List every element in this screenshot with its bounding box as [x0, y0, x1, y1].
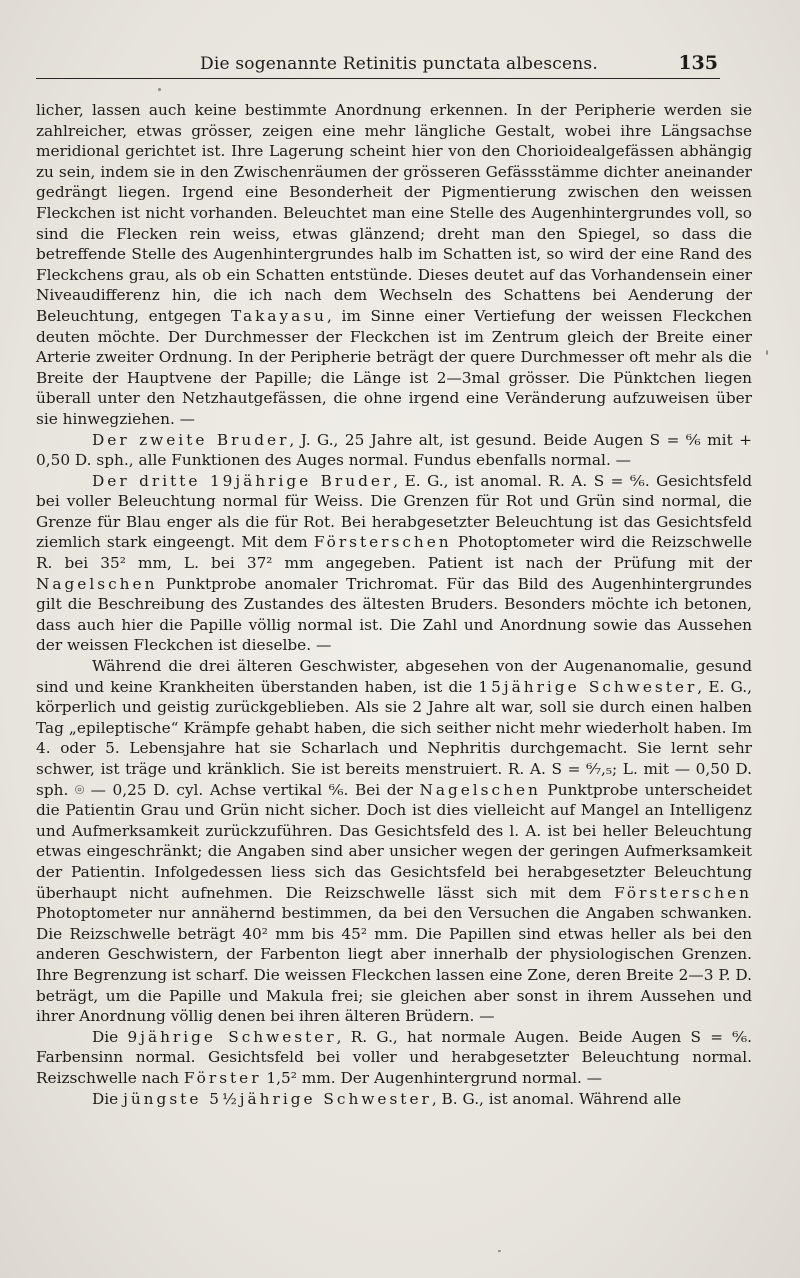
spaced-name: Der dritte 19jährige Bruder	[92, 471, 394, 490]
text-run: , E. G., ist anomal. R. A. S =	[393, 471, 630, 490]
body-text	[36, 100, 752, 1109]
spaced-name: Takayasu	[230, 306, 327, 325]
text-run: ; L. mit — 0,50 D. sph. ⌾ — 0,25 D. cyl. Achse vertikal	[36, 760, 752, 799]
text-run: , im Sinne einer Vertiefung der weissen Fleckchen deuten möchte. Der Durchmesser der Fleckchen ist im Zentrum gleich der Breite einer Arterie zweiter Ordnung. In der Peripherie beträgt der quere Durchmesser oft mehr als die Breite der Hauptvene der Papille; die Länge ist 2—3mal grösser. Die Pünktchen liegen überall unter den Netzhautgefässen, die ohne irgend eine Veränderung aufzuweisen über sie hinwegziehen. —	[36, 306, 752, 428]
paper-speck	[766, 350, 768, 355]
paragraph	[36, 656, 752, 1027]
text-run: Während die drei älteren Geschwister, abgesehen von der Augenanomalie, gesund sind und keine Krankheiten überstanden haben, ist die	[36, 657, 752, 696]
text-run: Punktprobe unterscheidet die Patientin Grau und Grün nicht sicher. Doch ist dies vielleicht auf Mangel an Intelligenz und Aufmerksamkeit zurückzuführen. Das Gesichtsfeld des l. A. ist bei heller Beleuchtung etwas eingeschränkt; die Angaben sind aber unsicher wegen der geringen Aufmerksamkeit der Patientin. Infolgedessen liess sich das Gesichtsfeld bei herabgesetzter Beleuchtung überhaupt nicht aufnehmen. Die Reizschwelle lässt sich mit dem	[36, 780, 752, 902]
text-run: licher, lassen auch keine bestimmte Anordnung erkennen. In der Peripherie werden sie zahlreicher, etwas grösser, zeigen eine mehr längliche Gestalt, wobei ihre Längsachse meridional gerichtet ist. Ihre Lagerung scheint hier von den Chorioidealgefässen abhängig zu sein, indem sie in den Zwischenräumen der grösseren Gefässstämme dichter aneinander gedrängt liegen. Irgend eine Besonderheit der Pigmentierung zwischen den weissen Fleckchen ist nicht vorhanden. Beleuchtet man eine Stelle des Augenhintergrundes voll, so sind die Flecken rein weiss, etwas glänzend; dreht man den Spiegel, so dass die betreffende Stelle des Augenhintergrundes halb im Schatten ist, so wird der eine Rand des Fleckchens grau, als ob ein Schatten entstünde. Dieses deutet auf das Vorhandensein einer Niveaudifferenz hin, die ich nach dem Wechseln des Schattens bei Aenderung der Beleuchtung, entgegen	[36, 101, 752, 325]
text-run: mit + 0,50 D. sph., alle Funktionen des Auges normal. Fundus ebenfalls normal. —	[36, 430, 752, 470]
fraction: ⁶⁄₆	[328, 780, 344, 799]
spaced-name: Nagelschen	[419, 780, 541, 799]
text-run: . Farbensinn normal. Gesichtsfeld bei voller und herabgesetzter Beleuchtung normal. Reizschwelle nach	[36, 1027, 752, 1087]
running-title: Die sogenannte Retinitis punctata albescens.	[200, 54, 598, 74]
paragraph	[36, 100, 752, 430]
spaced-name: 9jährige Schwester	[127, 1027, 337, 1046]
text-run: Photoptometer wird die Reizschwelle R. bei 35² mm, L. bei 37² mm angegeben. Patient ist nach der Prüfung mit der	[36, 533, 753, 573]
text-run: 1,5² mm. Der Augenhintergrund normal. —	[261, 1068, 603, 1087]
spaced-name: Försterschen	[313, 533, 452, 552]
spaced-name: Der zweite Bruder	[92, 430, 290, 449]
fraction: ⁶⁄₆	[732, 1027, 748, 1046]
paragraph	[36, 430, 752, 471]
paragraph	[36, 471, 752, 656]
running-head	[36, 50, 720, 79]
fraction: ⁶⁄₇,₅	[586, 760, 612, 778]
paragraph	[36, 1089, 752, 1110]
fraction: ⁶⁄₆	[629, 471, 645, 490]
paper-speck	[158, 88, 161, 91]
text-run: Photoptometer nur annähernd bestimmen, da bei den Versuchen die Angaben schwanken. Die Reizschwelle beträgt 40² mm bis 45² mm. Die Papillen sind etwas heller als bei den anderen Geschwistern, der Farbenton liegt aber innerhalb der physiologischen Grenzen. Ihre Begrenzung ist scharf. Die weissen Fleckchen lassen eine Zone, deren Breite 2—3 P. D. beträgt, um die Papille und Makula frei; sie gleichen aber sonst in ihrem Aussehen und ihrer Anordnung völlig denen bei ihren älteren Brüdern. —	[36, 904, 752, 1026]
text-run: Die	[92, 1089, 124, 1108]
text-run: , J. G., 25 Jahre alt, ist gesund. Beide Augen S =	[289, 430, 686, 449]
text-run: . Bei der	[343, 780, 420, 799]
text-run: , E. G., körperlich und geistig zurückgeblieben. Als sie 2 Jahre alt war, soll sie durch einen halben Tag „epileptische“ Krämpfe gehabt haben, die sich seither nicht mehr wiederholt haben. Im 4. oder 5. Lebensjahre hat sie Scharlach und Nephritis durchgemacht. Sie lernt sehr schwer, ist träge und kränklich. Sie ist bereits menstruiert. R. A. S =	[36, 677, 753, 778]
spaced-name: 15jährige Schwester	[478, 677, 698, 696]
spaced-name: Förster	[183, 1068, 262, 1087]
spaced-name: Nagelschen	[36, 574, 158, 593]
text-run: , B. G., ist anomal. Während alle	[431, 1089, 682, 1108]
spaced-name: jüngste 5½jährige Schwester	[123, 1089, 432, 1108]
paragraph	[36, 1027, 752, 1089]
text-run: Punktprobe anomaler Trichromat. Für das Bild des Augenhintergrundes gilt die Beschreibung des Zustandes des ältesten Bruders. Besonders möchte ich betonen, dass auch hier die Papille völlig normal ist. Die Zahl und Anordnung sowie das Aussehen der weissen Fleckchen ist dieselbe. —	[36, 574, 752, 655]
page-number: 135	[678, 52, 718, 74]
paper-speck	[498, 1250, 501, 1252]
text-run: , R. G., hat normale Augen. Beide Augen S =	[336, 1027, 733, 1046]
text-run: Die	[92, 1027, 128, 1046]
spaced-name: Försterschen	[614, 883, 752, 902]
text-run: . Gesichtsfeld bei voller Beleuchtung normal für Weiss. Die Grenzen für Rot und Grün sind normal, die Grenze für Blau enger als die für Rot. Bei herabgesetzter Beleuchtung ist das Gesichtsfeld ziemlich stark eingeengt. Mit dem	[36, 471, 752, 552]
fraction: ⁶⁄₆	[685, 430, 701, 449]
